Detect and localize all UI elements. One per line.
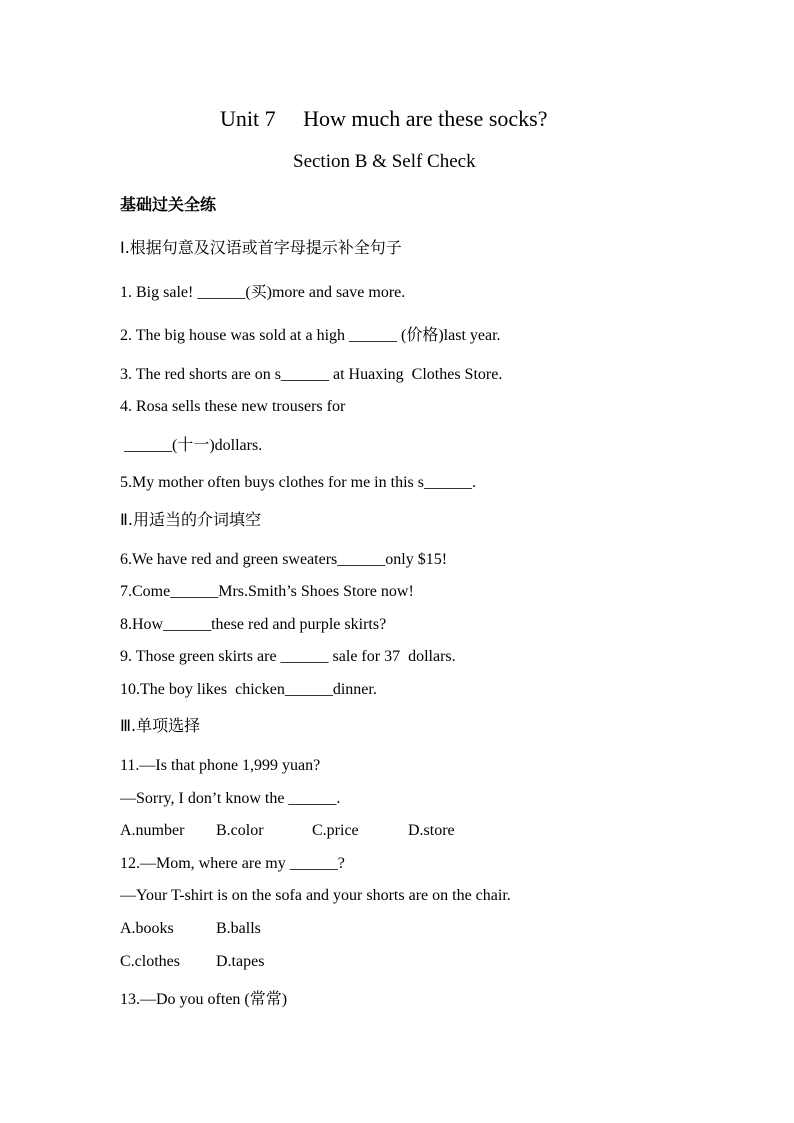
question-4-continued: ______(十一)dollars.	[120, 437, 263, 454]
q11-option-d: D.store	[408, 822, 455, 839]
q12-option-d: D.tapes	[216, 953, 265, 970]
page-subtitle: Section B & Self Check	[293, 151, 476, 172]
question-3: 3. The red shorts are on s______ at Huaxing Clothes Store.	[120, 366, 503, 383]
section-3-title: Ⅲ.单项选择	[120, 716, 201, 735]
q12-option-a: A.books	[120, 920, 174, 937]
question-5: 5.My mother often buys clothes for me in this s______.	[120, 474, 476, 491]
question-11-response: —Sorry, I don’t know the ______.	[120, 790, 341, 807]
q11-option-b: B.color	[216, 822, 264, 839]
question-12: 12.—Mom, where are my ______?	[120, 855, 345, 872]
q12-option-b: B.balls	[216, 920, 261, 937]
question-13: 13.—Do you often (常常)	[120, 991, 288, 1008]
question-4: 4. Rosa sells these new trousers for	[120, 398, 346, 415]
question-7: 7.Come______Mrs.Smith’s Shoes Store now!	[120, 583, 414, 600]
q11-option-a: A.number	[120, 822, 185, 839]
question-10: 10.The boy likes chicken______dinner.	[120, 681, 377, 698]
q11-option-c: C.price	[312, 822, 359, 839]
question-11: 11.—Is that phone 1,999 yuan?	[120, 757, 321, 774]
question-9: 9. Those green skirts are ______ sale for 37 dollars.	[120, 648, 456, 665]
section-2-title: Ⅱ.用适当的介词填空	[120, 510, 261, 529]
question-6: 6.We have red and green sweaters______only $15!	[120, 551, 448, 568]
question-12-response: —Your T-shirt is on the sofa and your shorts are on the chair.	[120, 887, 511, 904]
section-1-title: Ⅰ.根据句意及汉语或首字母提示补全句子	[120, 238, 402, 257]
question-1: 1. Big sale! ______(买)more and save more.	[120, 284, 406, 301]
question-2: 2. The big house was sold at a high ______ (价格)last year.	[120, 327, 501, 344]
question-8: 8.How______these red and purple skirts?	[120, 616, 387, 633]
section-heading: 基础过关全练	[120, 195, 217, 214]
q12-option-c: C.clothes	[120, 953, 180, 970]
page-title: Unit 7 How much are these socks?	[220, 106, 548, 131]
